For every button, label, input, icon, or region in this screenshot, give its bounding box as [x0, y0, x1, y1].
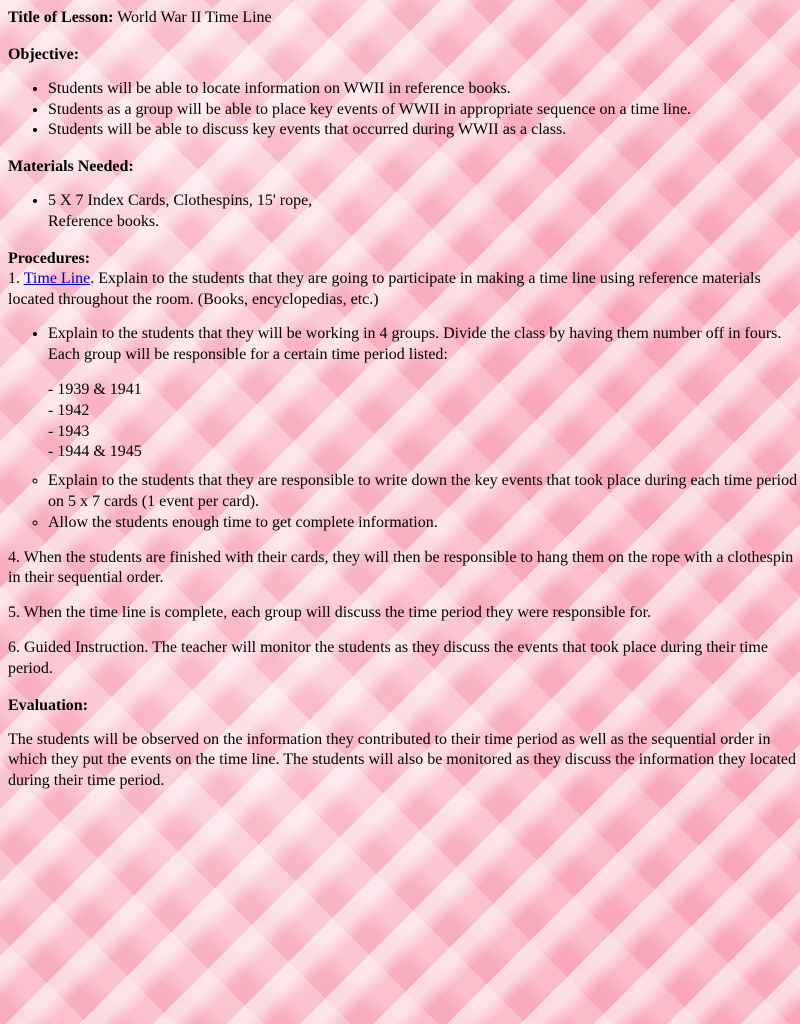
- procedure-sub-list: [8, 471, 800, 533]
- list-item: • Students will be able to locate information on WWII in reference books.: [48, 79, 800, 100]
- evaluation-text: The students will be observed on the information they contributed to their time period as well as the sequential order in which they put the events on the time line. The students will also be monitored as they discuss the information they located during their time period.: [8, 730, 796, 790]
- materials-list: [8, 191, 800, 233]
- materials-heading: Materials Needed:: [8, 158, 134, 176]
- list-item: [48, 191, 800, 233]
- time-line-link[interactable]: Time Line: [23, 269, 91, 287]
- procedure-1-text: . Explain to the students that they are going to participate in making a time line using reference materials located throughout the room. (Books, encyclopedias, etc.): [8, 269, 761, 308]
- objective-heading: Objective:: [8, 45, 80, 63]
- list-item: • Students will be able to discuss key events that occurred during WWII as a class.: [48, 120, 800, 141]
- materials-line-1: 5 X 7 Index Cards, Clothespins, 15' rope,: [48, 192, 313, 210]
- procedures-heading: Procedures:: [8, 249, 91, 267]
- list-item: • Explain to the students that they will be working in 4 groups. Divide the class by having them number off in fours. Each group will be responsible for a certain time period listed:: [48, 324, 800, 366]
- list-item: ◦ Explain to the students that they are responsible to write down the key events that took place during each time period on 5 x 7 cards (1 event per card).: [48, 471, 800, 513]
- procedure-6: 6. Guided Instruction. The teacher will monitor the students as they discuss the events that took place during their time period.: [8, 638, 768, 677]
- procedure-1: [8, 269, 800, 311]
- objective-list: [8, 79, 800, 141]
- time-period-item: - 1942: [48, 401, 90, 419]
- procedure-5: 5. When the time line is complete, each group will discuss the time period they were responsible for.: [8, 604, 652, 622]
- time-period-item: - 1939 & 1941: [48, 380, 142, 398]
- evaluation-heading: Evaluation:: [8, 696, 89, 714]
- materials-line-2: Reference books.: [48, 212, 160, 230]
- lesson-title-line: [8, 8, 800, 29]
- time-period-list: [8, 380, 800, 463]
- lesson-title-value: World War II Time Line: [117, 9, 272, 26]
- procedure-1-number: 1.: [8, 269, 20, 287]
- procedure-groups-list: [8, 324, 800, 366]
- time-period-item: - 1944 & 1945: [48, 443, 142, 461]
- procedure-4: 4. When the students are finished with their cards, they will then be responsible to hang them on the rope with a clothespin in their sequential order.: [8, 548, 794, 587]
- time-period-item: - 1943: [48, 422, 90, 440]
- list-item: ◦ Allow the students enough time to get complete information.: [48, 513, 800, 534]
- list-item: • Students as a group will be able to place key events of WWII in appropriate sequence on a time line.: [48, 100, 800, 121]
- lesson-title-label: Title of Lesson:: [8, 9, 114, 26]
